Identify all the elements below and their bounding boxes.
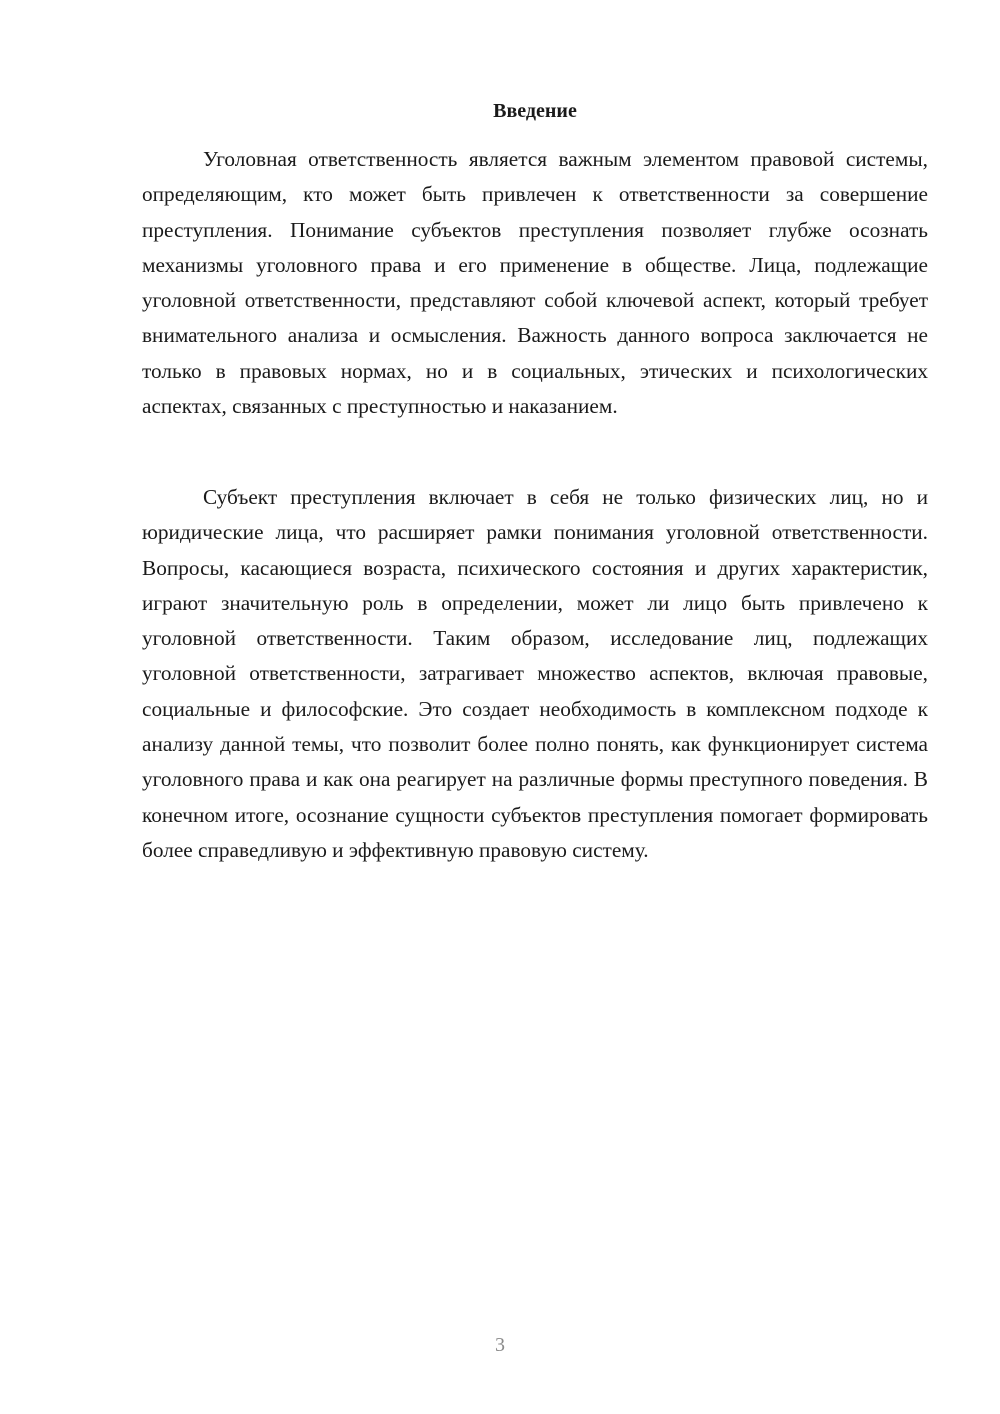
paragraph-1: Уголовная ответственность является важным элементом правовой системы, определяющим, кто может быть привлечен к ответственности за совершение преступления. Понимание субъектов преступления позволяет глубже осознать механизмы уголовного права и его применение в обществе. Лица, подлежащие уголовной ответственности, представляют собой ключевой аспект, который требует внимательного анализа и осмысления. Важность данного вопроса заключается не только в правовых нормах, но и в социальных, этических и психологических аспектах, связанных с преступностью и наказанием. [142, 147, 928, 419]
page-number: 3 [495, 1334, 505, 1356]
section-heading: Введение [493, 100, 577, 122]
paragraph-2: Субъект преступления включает в себя не только физических лиц, но и юридические лица, что расширяет рамки понимания уголовной ответственности. Вопросы, касающиеся возраста, психического состояния и других характеристик, играют значительную роль в определении, может ли лицо быть привлечено к уголовной ответственности. Таким образом, исследование лиц, подлежащих уголовной ответственности, затрагивает множество аспектов, включая правовые, социальные и философские. Это создает необходимость в комплексном подходе к анализу данной темы, что позволит более полно понять, как функционирует система уголовного права и как она реагирует на различные формы преступного поведения. В конечном итоге, осознание сущности субъектов преступления помогает формировать более справедливую и эффективную правовую систему. [142, 485, 928, 862]
